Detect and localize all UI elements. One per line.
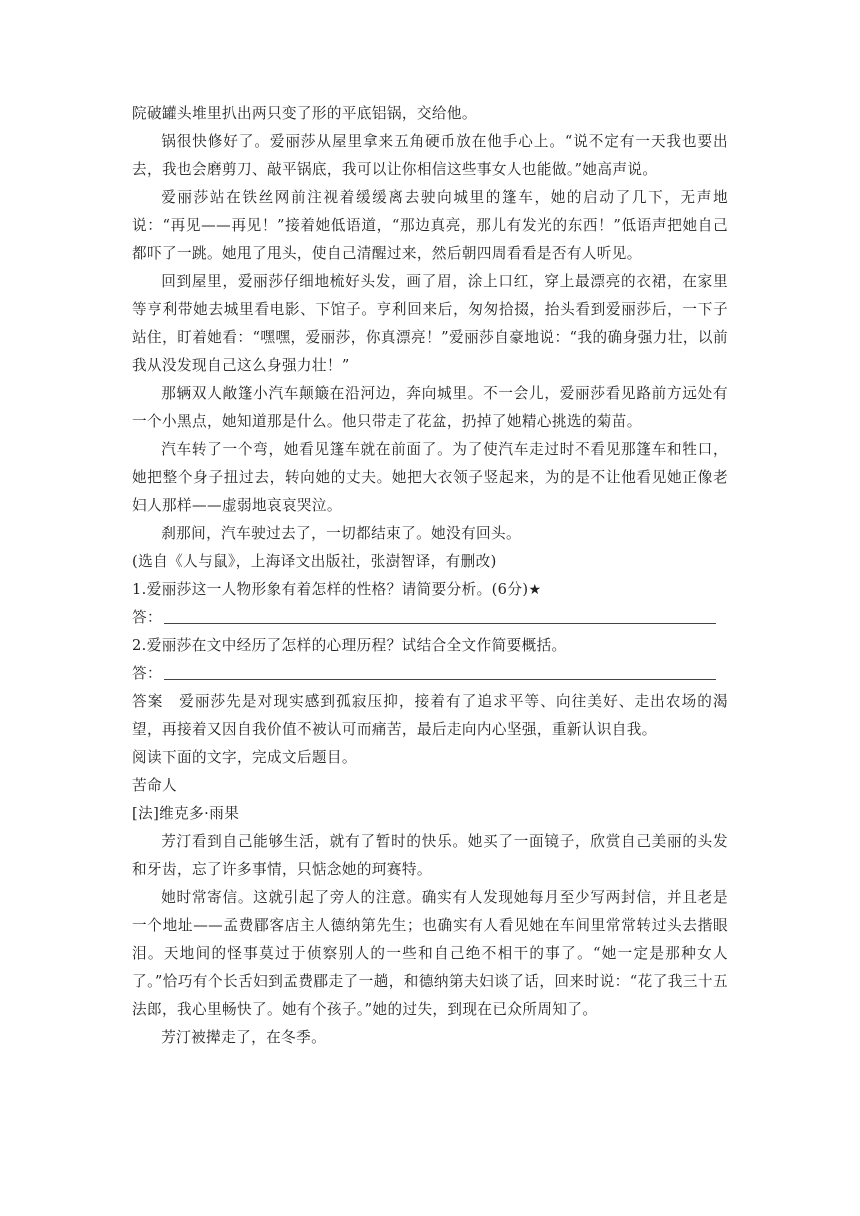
story-paragraph: 锅很快修好了。爱丽莎从屋里拿来五角硬币放在他手心上。“说不定有一天我也要出去，我也会磨剪刀、敲平锅底，我可以让你相信这些事女人也能做。”她高声说。 [132,133,728,178]
story-paragraph: 那辆双人敞篷小汽车颠簸在沿河边，奔向城里。不一会儿，爱丽莎看见路前方远处有一个小黑点，她知道那是什么。他只带走了花盆，扔掉了她精心挑选的菊苗。 [132,385,728,430]
story-paragraph: 爱丽莎站在铁丝网前注视着缓缓离去驶向城里的篷车，她的启动了几下，无声地说：“再见——再见！”接着她低语道，“那边真亮，那儿有发光的东西！”低语声把她自己都吓了一跳。她甩了甩头，使自己清醒过来，然后朝四周看看是否有人听见。 [132,189,728,262]
reading-instruction: 阅读下面的文字，完成文后题目。 [132,749,357,766]
answer-label: 答： [132,609,162,626]
story2-paragraph: 芳汀看到自己能够生活，就有了暂时的快乐。她买了一面镜子，欣赏自己美丽的头发和牙齿，忘了许多事情，只惦念她的珂赛特。 [132,833,728,878]
story-paragraph: 回到屋里，爱丽莎仔细地梳好头发，画了眉，涂上口红，穿上最漂亮的衣裙，在家里等亨利带她去城里看电影、下馆子。亨利回来后，匆匆拾掇，抬头看到爱丽莎后，一下子站住，盯着她看：“嘿嘿，爱丽莎，你真漂亮！”爱丽莎自豪地说：“我的确身强力壮，以前我从没发现自己这么身强力壮！” [132,273,728,374]
story-title: 苦命人 [132,777,177,794]
source-citation: (选自《人与鼠》，上海译文出版社，张澍智译，有删改) [132,553,497,570]
answer-field-1[interactable] [132,604,728,632]
answer-rule [164,679,716,680]
answer-block [132,688,728,744]
document-page [132,100,728,1052]
story2-paragraph: 芳汀被撵走了，在冬季。 [161,1029,327,1046]
story2-paragraph: 她时常寄信。这就引起了旁人的注意。确实有人发现她每月至少写两封信，并且老是一个地址——孟费郿客店主人德纳第先生；也确实有人看见她在车间里常常转过头去揩眼泪。天地间的怪事莫过于侦察别人的一些和自己绝不相干的事了。“她一定是那种女人了。”恰巧有个长舌妇到孟费郿走了一趟，和德纳第夫妇谈了话，回来时说：“花了我三十五法郎，我心里畅快了。她有个孩子。”她的过失，到现在已众所周知了。 [132,889,728,1018]
question-2 [132,632,728,660]
answer-rule [164,623,716,624]
answer-label: 答： [132,665,162,682]
answer-key-label: 答案 [132,693,164,710]
question-text: 1.爱丽莎这一人物形象有着怎样的性格？请简要分析。(6分) [132,581,529,598]
star-icon: ★ [528,582,542,598]
answer-key-text: 爱丽莎先是对现实感到孤寂压抑，接着有了追求平等、向往美好、走出农场的渴望，再接着又因自我价值不被认可而痛苦，最后走向内心坚强，重新认识自我。 [132,693,728,738]
question-text: 2.爱丽莎在文中经历了怎样的心理历程？试结合全文作简要概括。 [132,637,567,654]
story-paragraph: 汽车转了一个弯，她看见篷车就在前面了。为了使汽车走过时不看见那篷车和牲口，她把整个身子扭过去，转向她的丈夫。她把大衣领子竖起来，为的是不让他看见她正像老妇人那样——虚弱地哀哀哭泣。 [132,441,728,514]
story-paragraph: 院破罐头堆里扒出两只变了形的平底铝锅，交给他。 [132,105,477,122]
story-paragraph: 刹那间，汽车驶过去了，一切都结束了。她没有回头。 [161,525,522,542]
question-1 [132,576,728,604]
story-author: [法]维克多·雨果 [132,805,240,822]
answer-field-2[interactable] [132,660,728,688]
